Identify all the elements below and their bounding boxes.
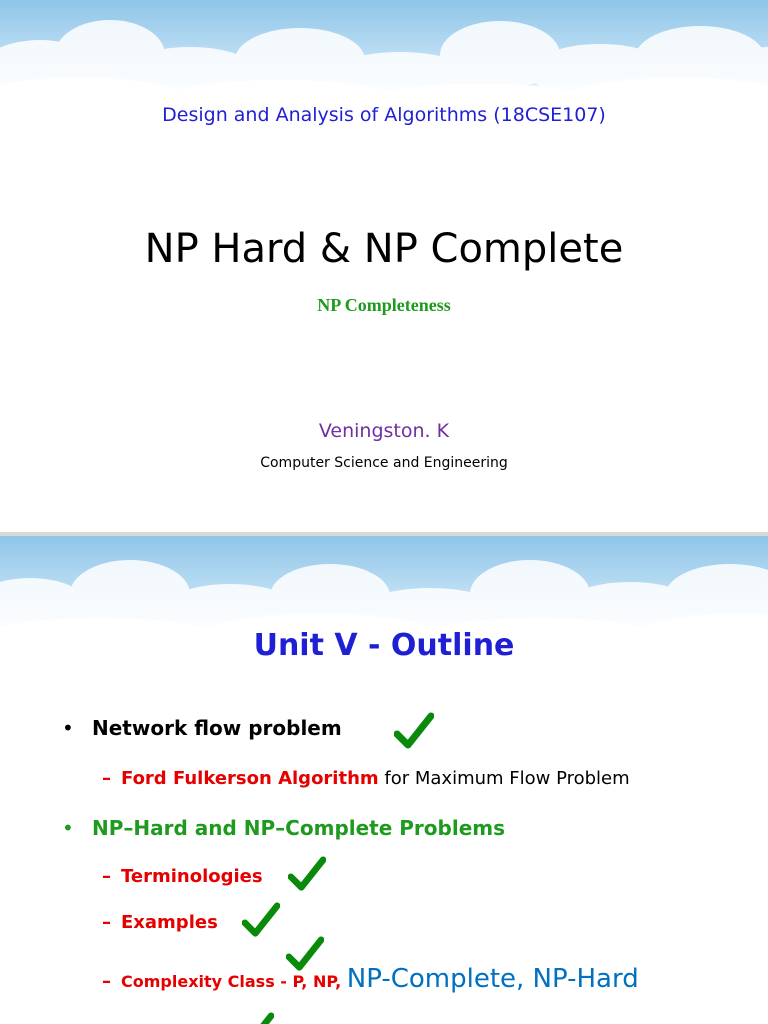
outline-title: Unit V - Outline xyxy=(253,628,515,663)
list-item xyxy=(102,964,639,994)
checkmark-icon xyxy=(394,712,434,750)
list-item xyxy=(102,768,630,789)
list-item-text: NP–Hard and NP–Complete Problems xyxy=(92,816,506,840)
list-item xyxy=(102,912,218,933)
bullet: • xyxy=(62,716,74,740)
list-item-text: Network flow problem xyxy=(92,716,342,740)
list-item-text: for Maximum Flow Problem xyxy=(378,768,630,789)
bullet: • xyxy=(62,816,74,840)
course-title: Design and Analysis of Algorithms (18CSE107) xyxy=(162,104,606,126)
checkmark-icon xyxy=(242,902,280,938)
list-item-text: Complexity Class - P, NP, xyxy=(121,972,347,991)
department: Computer Science and Engineering xyxy=(260,455,508,471)
dash: – xyxy=(102,971,111,992)
dash: – xyxy=(102,866,111,887)
checkmark-icon xyxy=(236,1012,274,1024)
list-item-highlight: Ford Fulkerson Algorithm xyxy=(121,768,379,789)
dash: – xyxy=(102,768,111,789)
checkmark-icon xyxy=(288,856,326,892)
page-title: NP Hard & NP Complete xyxy=(144,226,624,272)
list-item xyxy=(102,866,263,887)
outline-slide xyxy=(0,536,768,1024)
list-item-text: Terminologies xyxy=(121,866,263,887)
list-item-emphasis: NP-Complete, NP-Hard xyxy=(346,964,639,994)
subtitle: NP Completeness xyxy=(317,295,451,315)
list-item-text: Examples xyxy=(121,912,218,933)
cloud-banner xyxy=(0,0,768,110)
author-name: Veningston. K xyxy=(318,420,450,442)
dash: – xyxy=(102,912,111,933)
